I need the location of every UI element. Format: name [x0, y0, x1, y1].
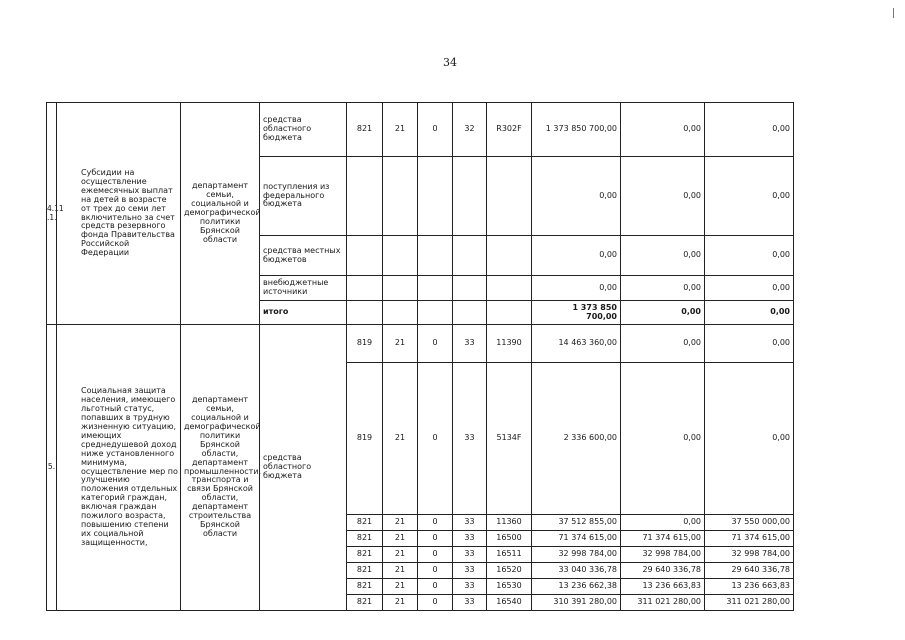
amount-year2: 0,00 — [621, 103, 705, 157]
amount-year1: 310 391 280,00 — [532, 595, 621, 611]
subsection-code: 0 — [418, 515, 453, 531]
program-code: 33 — [453, 531, 487, 547]
row-number: 5. — [47, 325, 57, 611]
total-year1: 1 373 850 700,00 — [532, 301, 621, 325]
amount-year3: 0,00 — [705, 363, 794, 515]
grbs-code: 821 — [347, 563, 383, 579]
edge-mark — [893, 8, 894, 18]
amount-year3: 37 550 000,00 — [705, 515, 794, 531]
section-code: 21 — [383, 547, 418, 563]
amount-year3: 0,00 — [705, 276, 794, 301]
amount-year1: 71 374 615,00 — [532, 531, 621, 547]
grbs-code: 821 — [347, 103, 383, 157]
program-code: 33 — [453, 595, 487, 611]
amount-year2: 0,00 — [621, 325, 705, 363]
amount-year3: 32 998 784,00 — [705, 547, 794, 563]
funding-source: средства областного бюджета — [260, 325, 347, 611]
subsection-code: 0 — [418, 595, 453, 611]
amount-year1: 2 336 600,00 — [532, 363, 621, 515]
amount-year3: 311 021 280,00 — [705, 595, 794, 611]
amount-year1: 0,00 — [532, 157, 621, 236]
amount-year1: 0,00 — [532, 276, 621, 301]
amount-year2: 32 998 784,00 — [621, 547, 705, 563]
amount-year1: 37 512 855,00 — [532, 515, 621, 531]
table-row — [47, 103, 885, 157]
subsection-code: 0 — [418, 363, 453, 515]
program-code: 33 — [453, 563, 487, 579]
target-code: 16520 — [487, 563, 532, 579]
total-year2: 0,00 — [621, 301, 705, 325]
amount-year3: 0,00 — [705, 103, 794, 157]
amount-year2: 29 640 336,78 — [621, 563, 705, 579]
amount-year2: 0,00 — [621, 236, 705, 276]
section-code: 21 — [383, 515, 418, 531]
executor: департамент семьи, социальной и демографической политики Брянской области — [181, 103, 260, 325]
budget-table — [46, 102, 885, 611]
row-number: 4.11 .1. — [47, 103, 57, 325]
section-code: 21 — [383, 595, 418, 611]
section-code: 21 — [383, 325, 418, 363]
amount-year2: 13 236 663,83 — [621, 579, 705, 595]
funding-source: поступления из федерального бюджета — [260, 157, 347, 236]
total-year3: 0,00 — [705, 301, 794, 325]
subsection-code: 0 — [418, 103, 453, 157]
amount-year2: 0,00 — [621, 515, 705, 531]
amount-year3: 0,00 — [705, 157, 794, 236]
amount-year3: 0,00 — [705, 325, 794, 363]
target-code: R302F — [487, 103, 532, 157]
target-code: 11390 — [487, 325, 532, 363]
amount-year3: 0,00 — [705, 236, 794, 276]
program-code: 33 — [453, 515, 487, 531]
amount-year2: 0,00 — [621, 276, 705, 301]
grbs-code: 821 — [347, 515, 383, 531]
amount-year1: 32 998 784,00 — [532, 547, 621, 563]
amount-year1: 13 236 662,38 — [532, 579, 621, 595]
grbs-code: 821 — [347, 595, 383, 611]
program-name: Субсидии на осуществление ежемесячных выплат на детей в возрасте от трех до семи лет включительно за счет средств резервного фонда Правительства Российской Федерации — [57, 103, 181, 325]
amount-year3: 71 374 615,00 — [705, 531, 794, 547]
grbs-code: 821 — [347, 579, 383, 595]
subsection-code: 0 — [418, 579, 453, 595]
amount-year2: 311 021 280,00 — [621, 595, 705, 611]
subsection-code: 0 — [418, 547, 453, 563]
target-code: 5134F — [487, 363, 532, 515]
funding-source: средства местных бюджетов — [260, 236, 347, 276]
program-code: 33 — [453, 325, 487, 363]
target-code: 16530 — [487, 579, 532, 595]
program-code: 33 — [453, 363, 487, 515]
grbs-code: 821 — [347, 547, 383, 563]
section-code: 21 — [383, 579, 418, 595]
amount-year2: 71 374 615,00 — [621, 531, 705, 547]
amount-year1: 0,00 — [532, 236, 621, 276]
subsection-code: 0 — [418, 531, 453, 547]
grbs-code: 821 — [347, 531, 383, 547]
amount-year1: 1 373 850 700,00 — [532, 103, 621, 157]
program-name: Социальная защита населения, имеющего льготный статус, попавших в трудную жизненную ситуацию, имеющих среднедушевой доход ниже установленного минимума, осуществление мер по улучшению положения отдельных категорий граждан, включая граждан пожилого возраста, повышению степени их социальной защищенности, — [57, 325, 181, 611]
target-code: 16500 — [487, 531, 532, 547]
section-code: 21 — [383, 363, 418, 515]
subsection-code: 0 — [418, 325, 453, 363]
amount-year1: 33 040 336,78 — [532, 563, 621, 579]
grbs-code: 819 — [347, 325, 383, 363]
table-row — [47, 325, 885, 363]
executor: департамент семьи, социальной и демографической политики Брянской области, департамент промышленности, транспорта и связи Брянской области, департамент строительства Брянской области — [181, 325, 260, 611]
page-number: 34 — [443, 56, 457, 69]
subsection-code: 0 — [418, 563, 453, 579]
target-code: 16511 — [487, 547, 532, 563]
funding-source: средства областного бюджета — [260, 103, 347, 157]
section-code: 21 — [383, 103, 418, 157]
section-code: 21 — [383, 563, 418, 579]
target-code: 11360 — [487, 515, 532, 531]
grbs-code: 819 — [347, 363, 383, 515]
amount-year3: 13 236 663,83 — [705, 579, 794, 595]
program-code: 32 — [453, 103, 487, 157]
program-code: 33 — [453, 547, 487, 563]
target-code: 16540 — [487, 595, 532, 611]
amount-year3: 29 640 336,78 — [705, 563, 794, 579]
total-label: итого — [260, 301, 347, 325]
amount-year2: 0,00 — [621, 157, 705, 236]
program-code: 33 — [453, 579, 487, 595]
funding-source: внебюджетные источники — [260, 276, 347, 301]
amount-year1: 14 463 360,00 — [532, 325, 621, 363]
amount-year2: 0,00 — [621, 363, 705, 515]
section-code: 21 — [383, 531, 418, 547]
